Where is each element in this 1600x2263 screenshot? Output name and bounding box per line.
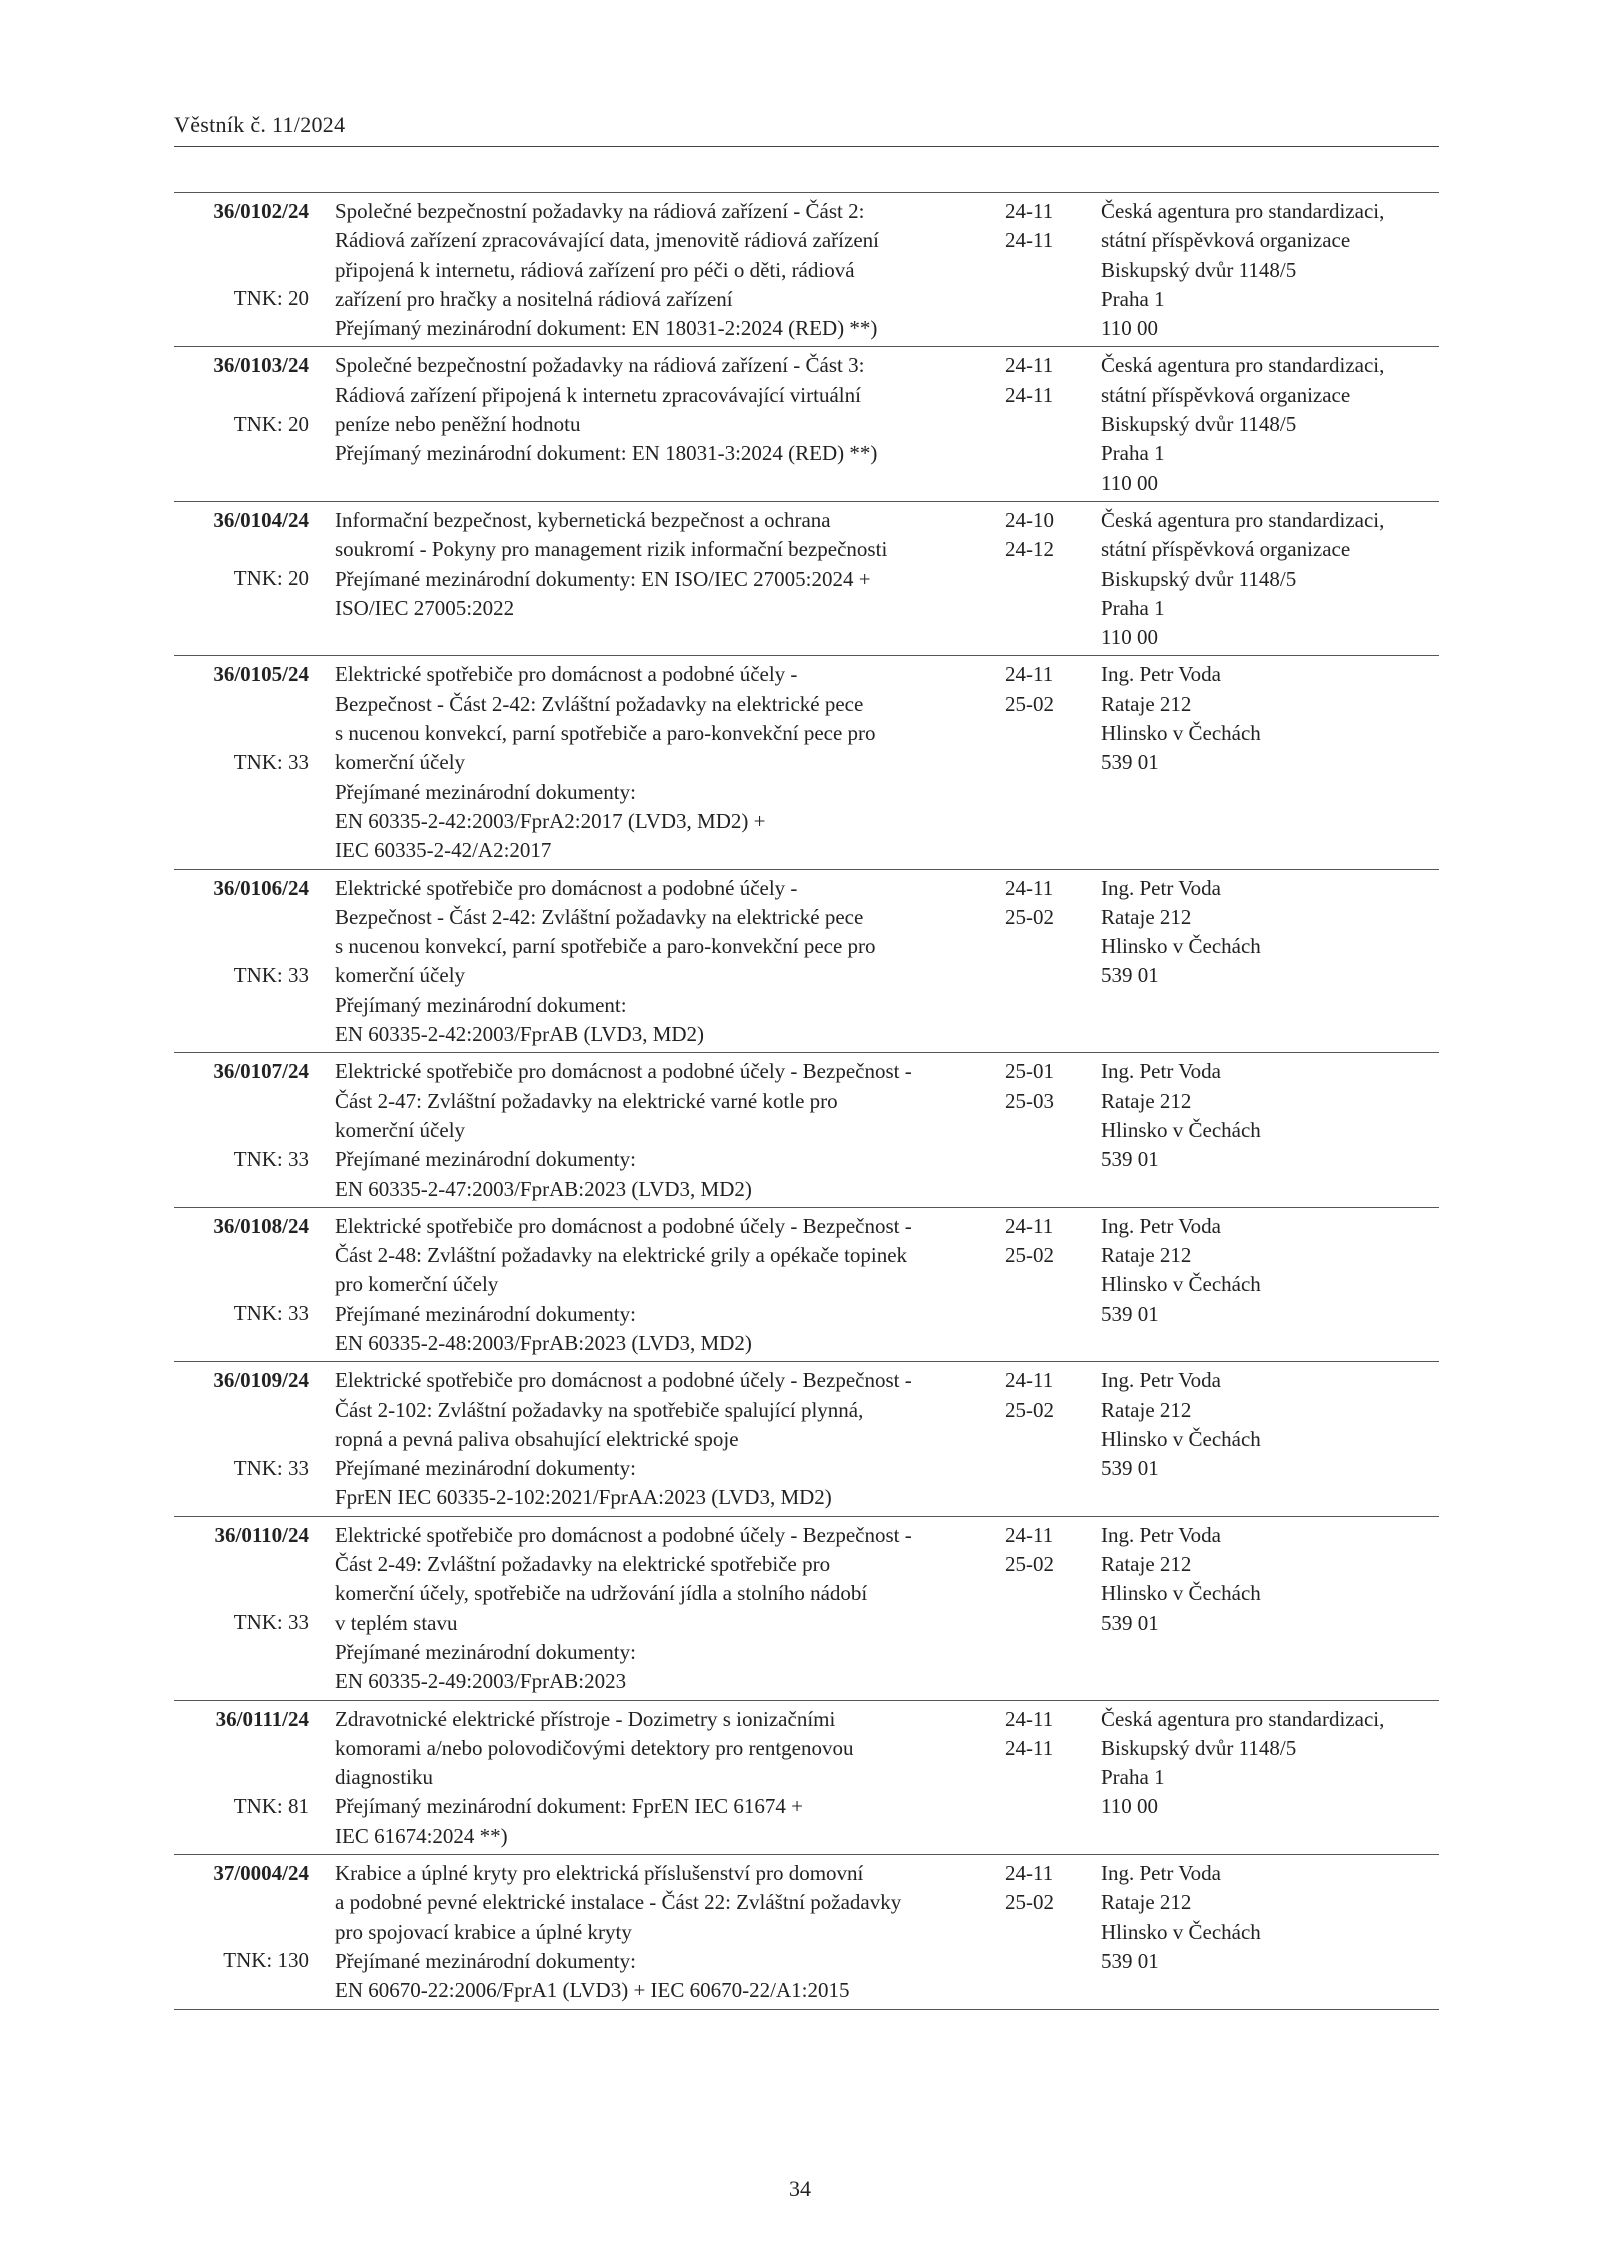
entry-address-cell [1101,501,1439,655]
entry-title-line: v teplém stavu [335,1610,458,1635]
entry-address-line: Hlinsko v Čechách [1101,934,1261,959]
entry-dates-cell [1005,193,1101,347]
entry-address-line: 539 01 [1101,1610,1159,1635]
entry-title-line: EN 60335-2-49:2003/FprAB:2023 [335,1669,627,1694]
header-divider [174,146,1439,147]
entry-title-line: EN 60335-2-48:2003/FprAB:2023 (LVD3, MD2) [335,1330,752,1355]
entry-address-line: Hlinsko v Čechách [1101,1581,1261,1606]
entry-title-line: komerční účely, spotřebiče na udržování jídla a stolního nádobí [335,1581,868,1606]
entry-address-line: Rataje 212 [1101,1243,1192,1268]
entry-address-line: 110 00 [1101,1794,1158,1819]
entry-date: 25-02 [1005,691,1054,716]
entry-date: 24-11 [1005,1861,1054,1886]
entry-address-line: Praha 1 [1101,1765,1165,1790]
entry-title-cell [309,869,1005,1053]
entry-date: 24-11 [1005,382,1054,407]
entry-title-line: zařízení pro hračky a nositelná rádiová zařízení [335,286,733,311]
entry-title-line: IEC 61674:2024 **) [335,1823,508,1848]
entry-date: 24-11 [1005,1735,1054,1760]
entry-address-line: Rataje 212 [1101,1890,1192,1915]
table-row [174,501,1439,655]
entry-number: 36/0105/24 [213,662,309,687]
entry-title-line: Elektrické spotřebiče pro domácnost a podobné účely - [335,875,798,900]
entry-id-cell [174,1053,309,1207]
entry-address-line: Ing. Petr Voda [1101,1059,1221,1084]
entry-title-line: Přejímané mezinárodní dokumenty: [335,1456,636,1481]
entry-tnk: TNK: 81 [233,1793,309,1818]
entry-title-line: Rádiová zařízení připojená k internetu zpracovávající virtuální [335,382,861,407]
entry-number: 36/0107/24 [213,1059,309,1084]
entry-address-line: Biskupský dvůr 1148/5 [1101,257,1297,282]
entry-id-cell [174,1362,309,1516]
entry-address-line: 539 01 [1101,1147,1159,1172]
entry-address-line: Biskupský dvůr 1148/5 [1101,1735,1297,1760]
entry-tnk: TNK: 20 [233,411,309,436]
entry-title-line: s nucenou konvekcí, parní spotřebiče a paro-konvekční pece pro [335,934,876,959]
entry-date: 25-01 [1005,1059,1054,1084]
entry-address-line: Rataje 212 [1101,1552,1192,1577]
entry-title-cell [309,1516,1005,1700]
entry-title-cell [309,656,1005,869]
entry-title-cell [309,347,1005,501]
entry-address-cell [1101,347,1439,501]
table-row [174,193,1439,347]
entry-date: 25-02 [1005,1243,1054,1268]
table-row [174,656,1439,869]
entry-date: 25-02 [1005,1552,1054,1577]
entry-title-line: pro spojovací krabice a úplné kryty [335,1919,632,1944]
entry-title-line: Zdravotnické elektrické přístroje - Dozimetry s ionizačními [335,1706,836,1731]
entry-title-line: Přejímaný mezinárodní dokument: FprEN IEC 61674 + [335,1794,803,1819]
entry-dates-cell [1005,1053,1101,1207]
entry-tnk: TNK: 20 [233,566,309,591]
entry-address-cell [1101,1207,1439,1361]
entry-title-line: Přejímané mezinárodní dokumenty: [335,1301,636,1326]
entry-tnk: TNK: 33 [233,1455,309,1480]
entry-title-cell [309,193,1005,347]
entry-address-line: Biskupský dvůr 1148/5 [1101,412,1297,437]
entry-id-cell [174,1855,309,2009]
entry-address-line: státní příspěvková organizace [1101,228,1351,253]
entry-address-line: 110 00 [1101,316,1158,341]
entry-address-line: Ing. Petr Voda [1101,875,1221,900]
entry-title-line: EN 60670-22:2006/FprA1 (LVD3) + IEC 60670-22/A1:2015 [335,1978,850,2003]
entry-number: 36/0109/24 [213,1368,309,1393]
entry-title-line: s nucenou konvekcí, parní spotřebiče a paro-konvekční pece pro [335,721,876,746]
entry-address-cell [1101,1855,1439,2009]
table-row [174,1855,1439,2009]
entry-id-cell [174,347,309,501]
entry-address-line: 539 01 [1101,750,1159,775]
table-row [174,347,1439,501]
entry-number: 36/0110/24 [214,1522,309,1547]
entry-tnk: TNK: 33 [233,1301,309,1326]
entry-address-line: Ing. Petr Voda [1101,1861,1221,1886]
entry-address-line: 539 01 [1101,1948,1159,1973]
entry-title-line: IEC 60335-2-42/A2:2017 [335,838,552,863]
entry-dates-cell [1005,501,1101,655]
entry-dates-cell [1005,1362,1101,1516]
entry-id-cell [174,501,309,655]
entry-dates-cell [1005,1855,1101,2009]
entry-address-line: Hlinsko v Čechách [1101,1426,1261,1451]
entry-date: 25-03 [1005,1088,1054,1113]
entry-dates-cell [1005,1516,1101,1700]
entry-title-line: Přejímané mezinárodní dokumenty: [335,1639,636,1664]
entry-date: 24-11 [1005,228,1054,253]
entry-number: 36/0102/24 [213,199,309,223]
entry-title-line: komorami a/nebo polovodičovými detektory pro rentgenovou [335,1735,854,1760]
entry-tnk: TNK: 130 [223,1948,309,1973]
entry-title-line: komerční účely [335,1117,466,1142]
entry-title-line: Přejímané mezinárodní dokumenty: EN ISO/IEC 27005:2024 + [335,566,871,591]
entry-id-cell [174,869,309,1053]
entry-title-line: Část 2-102: Zvláštní požadavky na spotřebiče spalující plynná, [335,1397,864,1422]
table-row [174,869,1439,1053]
entry-title-line: diagnostiku [335,1765,433,1790]
entry-title-line: komerční účely [335,963,466,988]
entry-title-line: Společné bezpečnostní požadavky na rádiová zařízení - Část 2: [335,199,865,223]
table-row [174,1362,1439,1516]
entry-title-line: Elektrické spotřebiče pro domácnost a podobné účely - Bezpečnost - [335,1368,912,1393]
entry-address-cell [1101,656,1439,869]
entry-title-cell [309,1053,1005,1207]
page-header-title: Věstník č. 11/2024 [174,112,346,137]
entry-title-line: EN 60335-2-47:2003/FprAB:2023 (LVD3, MD2) [335,1176,752,1201]
entry-dates-cell [1005,347,1101,501]
entry-address-line: 539 01 [1101,1456,1159,1481]
entry-title-line: Krabice a úplné kryty pro elektrická příslušenství pro domovní [335,1861,864,1886]
standards-table [174,192,1439,2010]
entry-address-line: Praha 1 [1101,441,1165,466]
entry-address-cell [1101,1053,1439,1207]
entry-date: 24-11 [1005,1522,1054,1547]
table-row [174,1516,1439,1700]
entry-title-line: Přejímané mezinárodní dokumenty: [335,1948,636,1973]
entry-address-line: Česká agentura pro standardizaci, [1101,199,1385,223]
entry-title-line: Přejímané mezinárodní dokumenty: [335,779,636,804]
entry-address-line: Hlinsko v Čechách [1101,1117,1261,1142]
entry-title-line: EN 60335-2-42:2003/FprA2:2017 (LVD3, MD2) + [335,808,766,833]
entry-address-line: státní příspěvková organizace [1101,537,1351,562]
table-row [174,1700,1439,1854]
entry-tnk: TNK: 33 [233,749,309,774]
entry-title-line: Informační bezpečnost, kybernetická bezpečnost a ochrana [335,507,831,532]
entry-address-line: Ing. Petr Voda [1101,1368,1221,1393]
entry-address-line: 110 00 [1101,470,1158,495]
entry-dates-cell [1005,1207,1101,1361]
entry-title-line: Část 2-48: Zvláštní požadavky na elektrické grily a opékače topinek [335,1243,908,1268]
entry-number: 36/0111/24 [215,1706,309,1731]
entry-title-line: Bezpečnost - Část 2-42: Zvláštní požadavky na elektrické pece [335,904,864,929]
entry-address-cell [1101,869,1439,1053]
entry-address-line: Ing. Petr Voda [1101,1213,1221,1238]
entry-title-line: Elektrické spotřebiče pro domácnost a podobné účely - Bezpečnost - [335,1522,912,1547]
standards-table-body [174,193,1439,2010]
entry-title-line: Elektrické spotřebiče pro domácnost a podobné účely - Bezpečnost - [335,1213,912,1238]
entry-title-cell [309,1362,1005,1516]
entry-address-line: státní příspěvková organizace [1101,382,1351,407]
entry-address-line: Ing. Petr Voda [1101,662,1221,687]
entry-number: 37/0004/24 [213,1861,309,1886]
entry-id-cell [174,1207,309,1361]
entry-title-line: Rádiová zařízení zpracovávající data, jmenovitě rádiová zařízení [335,228,879,253]
entry-title-line: Část 2-49: Zvláštní požadavky na elektrické spotřebiče pro [335,1552,831,1577]
entry-dates-cell [1005,869,1101,1053]
entry-address-cell [1101,193,1439,347]
entry-address-cell [1101,1362,1439,1516]
entry-date: 24-12 [1005,537,1054,562]
entry-title-line: ropná a pevná paliva obsahující elektrické spoje [335,1426,739,1451]
entry-id-cell [174,1700,309,1854]
entry-address-cell [1101,1700,1439,1854]
entry-title-line: pro komerční účely [335,1272,499,1297]
entry-dates-cell [1005,656,1101,869]
entry-id-cell [174,193,309,347]
entry-address-line: Česká agentura pro standardizaci, [1101,353,1385,378]
page-number: 34 [789,2176,811,2201]
entry-title-line: FprEN IEC 60335-2-102:2021/FprAA:2023 (LVD3, MD2) [335,1485,832,1510]
entry-address-line: Česká agentura pro standardizaci, [1101,1706,1385,1731]
entry-date: 24-11 [1005,662,1054,687]
entry-title-cell [309,501,1005,655]
entry-date: 24-11 [1005,1706,1054,1731]
entry-title-line: Elektrické spotřebiče pro domácnost a podobné účely - [335,662,798,687]
entry-address-line: Hlinsko v Čechách [1101,721,1261,746]
entry-address-cell [1101,1516,1439,1700]
entry-number: 36/0108/24 [213,1213,309,1238]
entry-title-line: komerční účely [335,750,466,775]
entry-date: 24-11 [1005,875,1054,900]
entry-date: 24-11 [1005,199,1054,223]
entry-title-line: Elektrické spotřebiče pro domácnost a podobné účely - Bezpečnost - [335,1059,912,1084]
entry-address-line: 110 00 [1101,625,1158,650]
entry-id-cell [174,1516,309,1700]
table-row [174,1207,1439,1361]
entry-title-line: Přejímané mezinárodní dokumenty: [335,1147,636,1172]
entry-date: 25-02 [1005,1890,1054,1915]
entry-title-line: peníze nebo peněžní hodnotu [335,412,581,437]
entry-address-line: Biskupský dvůr 1148/5 [1101,566,1297,591]
entry-title-line: Přejímaný mezinárodní dokument: EN 18031-2:2024 (RED) **) [335,316,878,341]
entry-title-line: Společné bezpečnostní požadavky na rádiová zařízení - Část 3: [335,353,865,378]
entry-date: 25-02 [1005,904,1054,929]
entry-title-line: Bezpečnost - Část 2-42: Zvláštní požadavky na elektrické pece [335,691,864,716]
entry-number: 36/0104/24 [213,507,309,532]
entry-address-line: Rataje 212 [1101,1397,1192,1422]
entry-title-cell [309,1855,1005,2009]
entry-address-line: Rataje 212 [1101,904,1192,929]
entry-address-line: 539 01 [1101,963,1159,988]
entry-title-line: EN 60335-2-42:2003/FprAB (LVD3, MD2) [335,1022,705,1047]
entry-address-line: Ing. Petr Voda [1101,1522,1221,1547]
entry-title-line: soukromí - Pokyny pro management rizik informační bezpečnosti [335,537,888,562]
entry-title-line: Přejímaný mezinárodní dokument: EN 18031-3:2024 (RED) **) [335,441,878,466]
entry-address-line: Hlinsko v Čechách [1101,1919,1261,1944]
entry-date: 24-11 [1005,1368,1054,1393]
entry-title-cell [309,1207,1005,1361]
table-row [174,1053,1439,1207]
entry-number: 36/0106/24 [213,875,309,900]
entry-number: 36/0103/24 [213,353,309,378]
entry-tnk: TNK: 33 [233,1146,309,1171]
entry-address-line: Rataje 212 [1101,691,1192,716]
entry-tnk: TNK: 33 [233,962,309,987]
entry-date: 24-10 [1005,507,1054,532]
entry-id-cell [174,656,309,869]
entry-date: 25-02 [1005,1397,1054,1422]
entry-title-line: a podobné pevné elektrické instalace - Část 22: Zvláštní požadavky [335,1890,902,1915]
entry-date: 24-11 [1005,1213,1054,1238]
entry-address-line: 539 01 [1101,1301,1159,1326]
entry-tnk: TNK: 20 [233,286,309,311]
entry-address-line: Hlinsko v Čechách [1101,1272,1261,1297]
entry-date: 24-11 [1005,353,1054,378]
entry-address-line: Praha 1 [1101,286,1165,311]
entry-title-line: Část 2-47: Zvláštní požadavky na elektrické varné kotle pro [335,1088,838,1113]
entry-title-line: Přejímaný mezinárodní dokument: [335,992,627,1017]
entry-tnk: TNK: 33 [233,1610,309,1635]
entry-title-line: ISO/IEC 27005:2022 [335,595,515,620]
entry-title-line: připojená k internetu, rádiová zařízení pro péči o děti, rádiová [335,257,855,282]
entry-address-line: Rataje 212 [1101,1088,1192,1113]
entry-address-line: Česká agentura pro standardizaci, [1101,507,1385,532]
entry-title-cell [309,1700,1005,1854]
entry-dates-cell [1005,1700,1101,1854]
entry-address-line: Praha 1 [1101,595,1165,620]
